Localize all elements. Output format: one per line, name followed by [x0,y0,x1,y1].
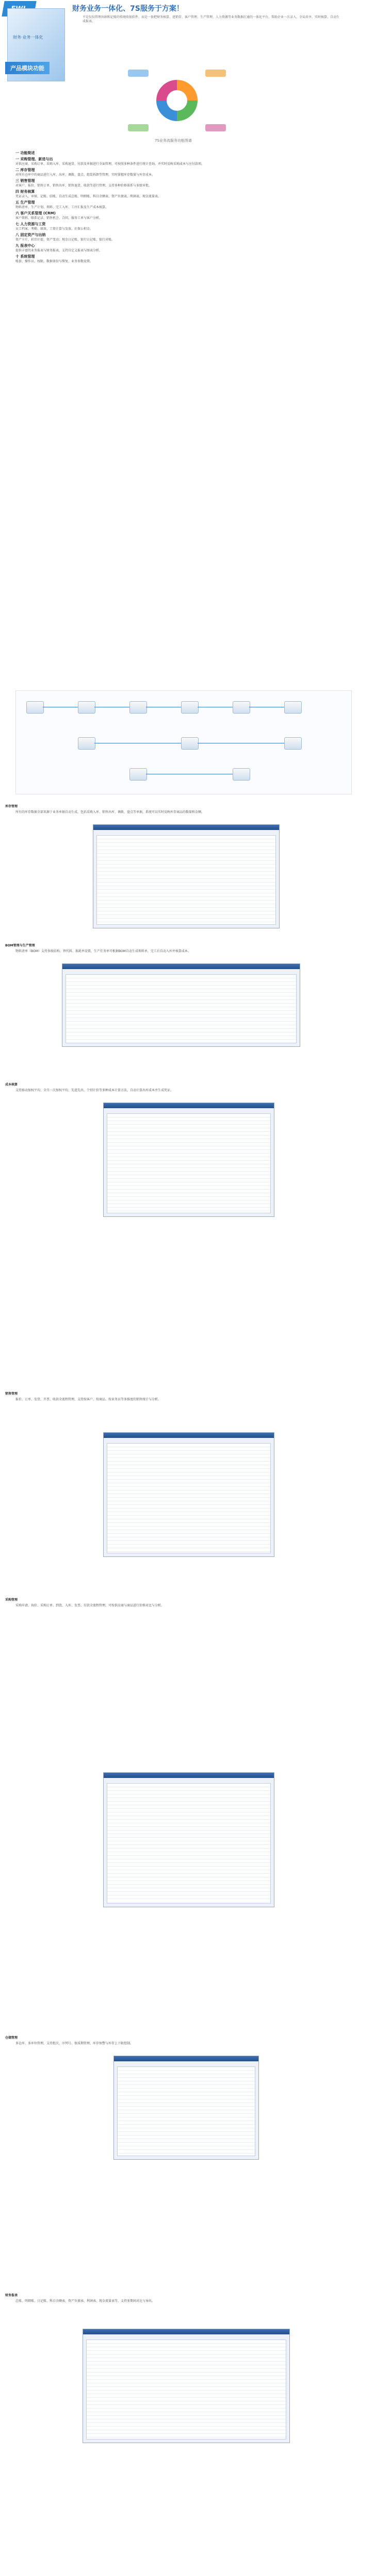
flow-node [26,701,44,714]
section-text: 所有的库存数据全部来源于业务单据自动生成，包括采购入库、销售出库、调拨、盘点等单据，系统可以实时反映库存商品的数量和金额。 [15,810,205,814]
intro-item: 六 客户关系管理 (CRM) 客户资料、联系记录、销售机会、合同、服务工单与客户分析。 [15,211,103,220]
intro-item: 十 系统管理 账套、操作员、权限、数据备份与恢复、业务参数设置。 [15,255,93,263]
product-box-label: 财务·业务一体化 [13,35,43,40]
module-radial-diagram [123,64,231,137]
section-text: 支持移动加权平均、全月一次加权平均、先进先出、个别计价等多种成本计算方法，自动计算出库成本并生成凭证。 [15,1089,174,1092]
section-tag: 财务报表 [5,2294,18,2297]
flow-node [284,701,302,714]
flow-node [78,737,95,750]
software-screenshot [103,1103,274,1217]
section-tag: BOM管理与生产管理 [5,944,35,947]
section-tag: 成本核算 [5,1083,18,1087]
flow-node [129,701,147,714]
intro-item: 一 采购管理、新进与出 对供应商、采购订单、采购入库、采购退货、付款及单据进行全面管理，可按照多种条件进行统计查询，并实时反映采购成本与应付款项。 [15,157,205,166]
section-text: 总账、明细账、日记账、科目余额表、资产负债表、利润表、现金流量表等，支持多期间对比与导出。 [15,2299,155,2303]
section-tag: 仓储管理 [5,2036,18,2040]
software-screenshot [103,1772,274,1907]
section-text: 物料清单（BOM）支持多级结构、替代料、损耗率设置，生产任务单可根据BOM自动生成领料单，完工后自动入库并核算成本。 [15,950,191,953]
section-tag: 采购管理 [5,1598,18,1602]
intro-item: 五 生产管理 物料清单、生产计划、领料、完工入库、工序汇报及生产成本核算。 [15,200,109,209]
software-screenshot [62,963,300,1047]
intro-item: 三 销售管理 对客户、报价、销售订单、销售出库、销售退货、收款等进行管理，支持多种价格体系与多级审批。 [15,179,152,188]
flow-node [78,701,95,714]
process-flow-diagram [15,690,352,794]
section-tag: 销售管理 [5,1392,18,1396]
intro-item: 四 财务核算 凭证录入、审核、记账、结账，自动生成总账、明细账、科目余额表、资产负债表、利润表、现金流量表。 [15,190,161,198]
intro-heading: 一 功能简述 [15,151,35,155]
module-section-title: 产品模块功能 [5,62,50,74]
page-header [0,0,375,147]
flow-node [233,701,250,714]
intro-item: 七 人力资源与工资 员工档案、考勤、绩效、工资计算与发放、社保公积金。 [15,222,93,231]
section-text: 报价、订单、发货、开票、收款全流程管理，支持按客户、按商品、按业务员等多维度的销售统计与分析。 [15,1398,161,1401]
page-title: 财务业务一体化、7S服务于方案！ [72,5,184,13]
flow-node [181,737,199,750]
intro-item: 二 库存管理 对所有仓库中的商品进行入库、出库、调拨、盘点、组装拆卸等管理，实时掌握库存数量与库存成本。 [15,168,155,177]
software-screenshot [83,2329,290,2443]
flow-node [284,737,302,750]
flow-node [181,701,199,714]
intro-item: 八 固定资产与出纳 资产卡片、折旧计提、资产变动；现金日记账、银行日记账、银行对账。 [15,233,115,242]
flow-node [129,768,147,781]
flow-node [233,768,250,781]
radial-caption: 7S业务流服务功能图谱 [155,139,192,143]
section-text: 采购申请、询价、采购订单、到货、入库、发票、付款全流程管理，可按供应商与商品进行价格对比与分析。 [15,1604,165,1607]
section-text: 多仓库、多库位管理，支持批次、序列号、保质期管理，库存预警与库存上下限控制。 [15,2042,134,2045]
software-screenshot [93,824,280,928]
software-screenshot [113,2056,259,2160]
intro-section [15,149,356,264]
section-tag: 库存管理 [5,805,18,808]
software-screenshot [103,1432,274,1557]
intro-item: 九 报表中心 提供丰富的业务报表与财务报表，支持自定义报表与图表分析。 [15,244,103,252]
header-description: 不是仅仅管理出纳和记账的传统收银软件，而是一套把财务核算、进销存、客户管理、生产管理、人力资源等业务数据打通的一体化平台，帮助企业一次录入、全局共享、实时核算、自动生成报表。 [83,15,340,23]
